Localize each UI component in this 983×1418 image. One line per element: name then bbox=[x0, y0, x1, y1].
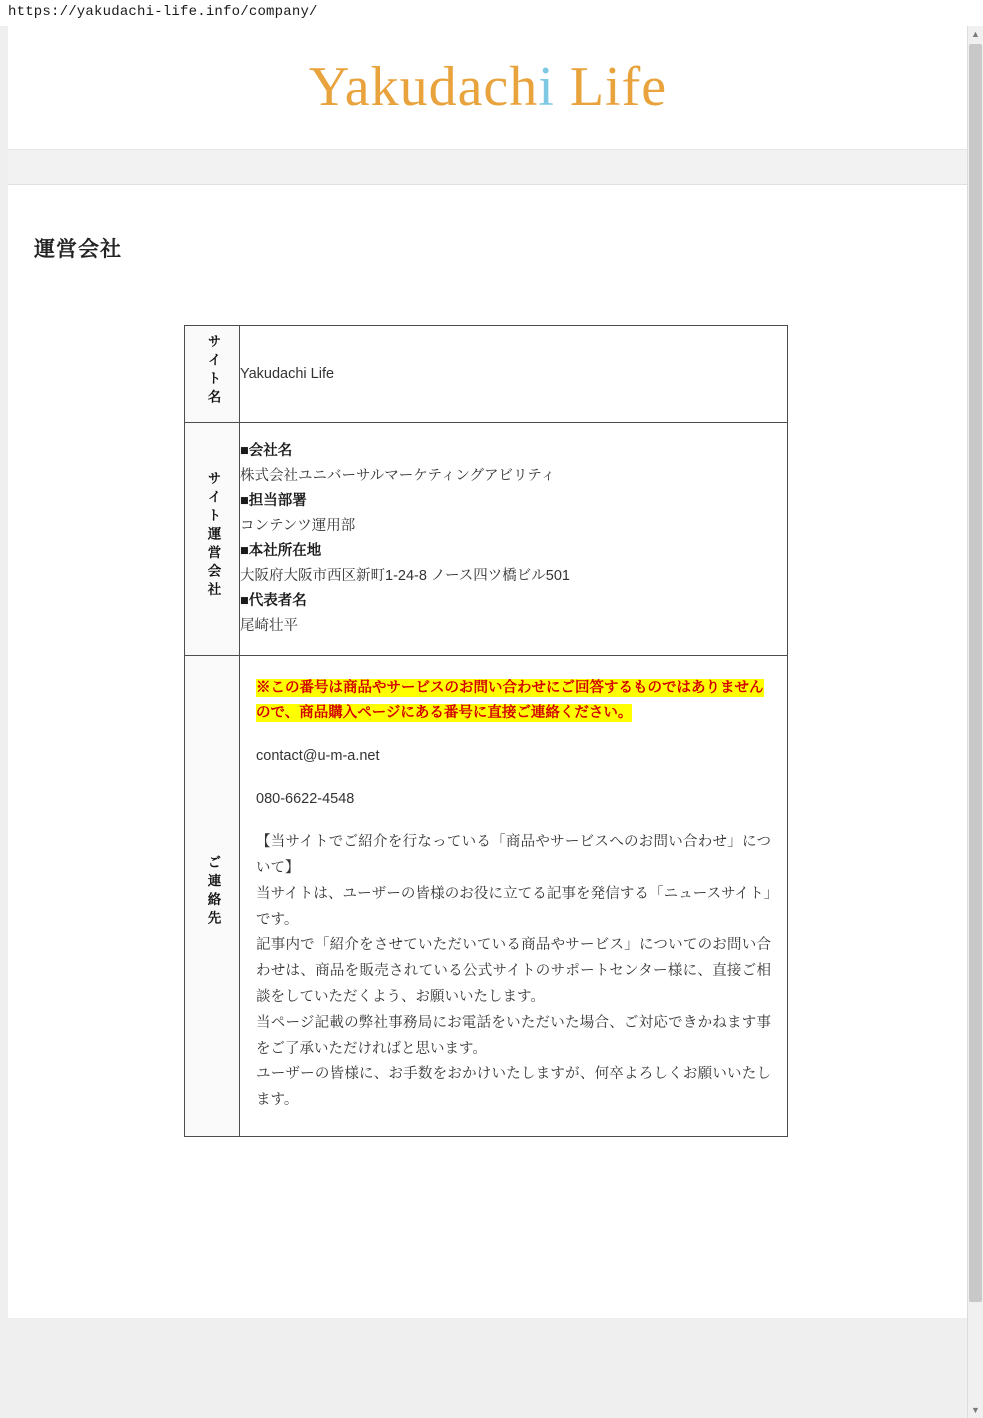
site-logo-title[interactable] bbox=[308, 56, 668, 118]
row-label-site-name bbox=[185, 326, 240, 423]
department-value: コンテンツ運用部 bbox=[240, 517, 356, 534]
browser-url-bar[interactable] bbox=[0, 0, 983, 26]
nav-strip bbox=[8, 149, 968, 185]
row-label-operating-company bbox=[185, 423, 240, 656]
row-value-contact bbox=[240, 655, 788, 1136]
url-text: https://yakudachi-life.info/company/ bbox=[8, 4, 318, 20]
site-title-part-1: Yakudach bbox=[308, 56, 539, 118]
page-viewport bbox=[0, 26, 983, 1418]
head-office-value: 大阪府大阪市西区新町1-24-8 ノース四ツ橋ビル501 bbox=[240, 567, 570, 584]
contact-email[interactable]: contact@u-m-a.net bbox=[256, 748, 380, 765]
company-info-table bbox=[184, 325, 788, 1137]
contact-paragraph-2: 記事内で「紹介をさせていただいている商品やサービス」についてのお問い合わせは、商品を販売されている公式サイトのサポートセンター様に、直接ご相談をしていただくよう、お願いいたします。 bbox=[256, 937, 771, 1005]
contact-paragraph-1: 当サイトは、ユーザーの皆様のお役に立てる記事を発信する「ニュースサイト」です。 bbox=[256, 885, 771, 928]
table-row-contact bbox=[185, 655, 788, 1136]
scroll-up-arrow-icon[interactable]: ▲ bbox=[971, 29, 980, 39]
department-label: ■担当部署 bbox=[240, 492, 307, 509]
scrollbar-thumb[interactable] bbox=[969, 44, 982, 1302]
contact-paragraph-3: 当ページ記載の弊社事務局にお電話をいただいた場合、ご対応できかねます事をご了承いただければと思います。 bbox=[256, 1014, 771, 1057]
site-header bbox=[8, 26, 968, 149]
scroll-down-arrow-icon[interactable]: ▼ bbox=[971, 1405, 980, 1415]
row-label-contact-text: ご連絡先 bbox=[205, 855, 221, 930]
table-row-operating-company bbox=[185, 423, 788, 656]
row-label-contact bbox=[185, 655, 240, 1136]
head-office-label: ■本社所在地 bbox=[240, 542, 322, 559]
contact-notice-highlight: ※この番号は商品やサービスのお問い合わせにご回答するものではありませんので、商品購入ページにある番号に直接ご連絡ください。 bbox=[256, 679, 764, 721]
company-table-wrapper bbox=[184, 325, 788, 1137]
company-name-label: ■会社名 bbox=[240, 443, 293, 459]
contact-notice-wrapper bbox=[256, 676, 771, 727]
site-name-value: Yakudachi Life bbox=[240, 365, 335, 382]
contact-paragraph-4: ユーザーの皆様に、お手数をおかけいたしますが、何卒よろしくお願いいたします。 bbox=[256, 1066, 771, 1109]
row-value-operating-company bbox=[240, 423, 788, 656]
page-scrollbar[interactable] bbox=[967, 26, 983, 1418]
contact-paragraph-heading: 【当サイトでご紹介を行なっている「商品やサービスへのお問い合わせ」について】 bbox=[256, 834, 771, 876]
representative-label: ■代表者名 bbox=[240, 592, 307, 609]
main-content bbox=[8, 185, 968, 1137]
site-title-part-2: Life bbox=[554, 56, 668, 118]
row-label-site-name-text: サイト名 bbox=[205, 333, 221, 408]
contact-phone: 080-6622-4548 bbox=[256, 791, 355, 808]
site-title-accent-letter: i bbox=[538, 56, 555, 118]
row-label-operating-company-text: サイト運営会社 bbox=[205, 470, 221, 601]
table-row-site-name bbox=[185, 326, 788, 423]
row-value-site-name bbox=[240, 326, 788, 423]
page-title: 運営会社 bbox=[34, 238, 122, 261]
company-name-value: 株式会社ユニバーサルマーケティングアビリティ bbox=[240, 467, 556, 484]
page-content bbox=[8, 26, 968, 1318]
representative-value: 尾崎壮平 bbox=[240, 617, 298, 634]
